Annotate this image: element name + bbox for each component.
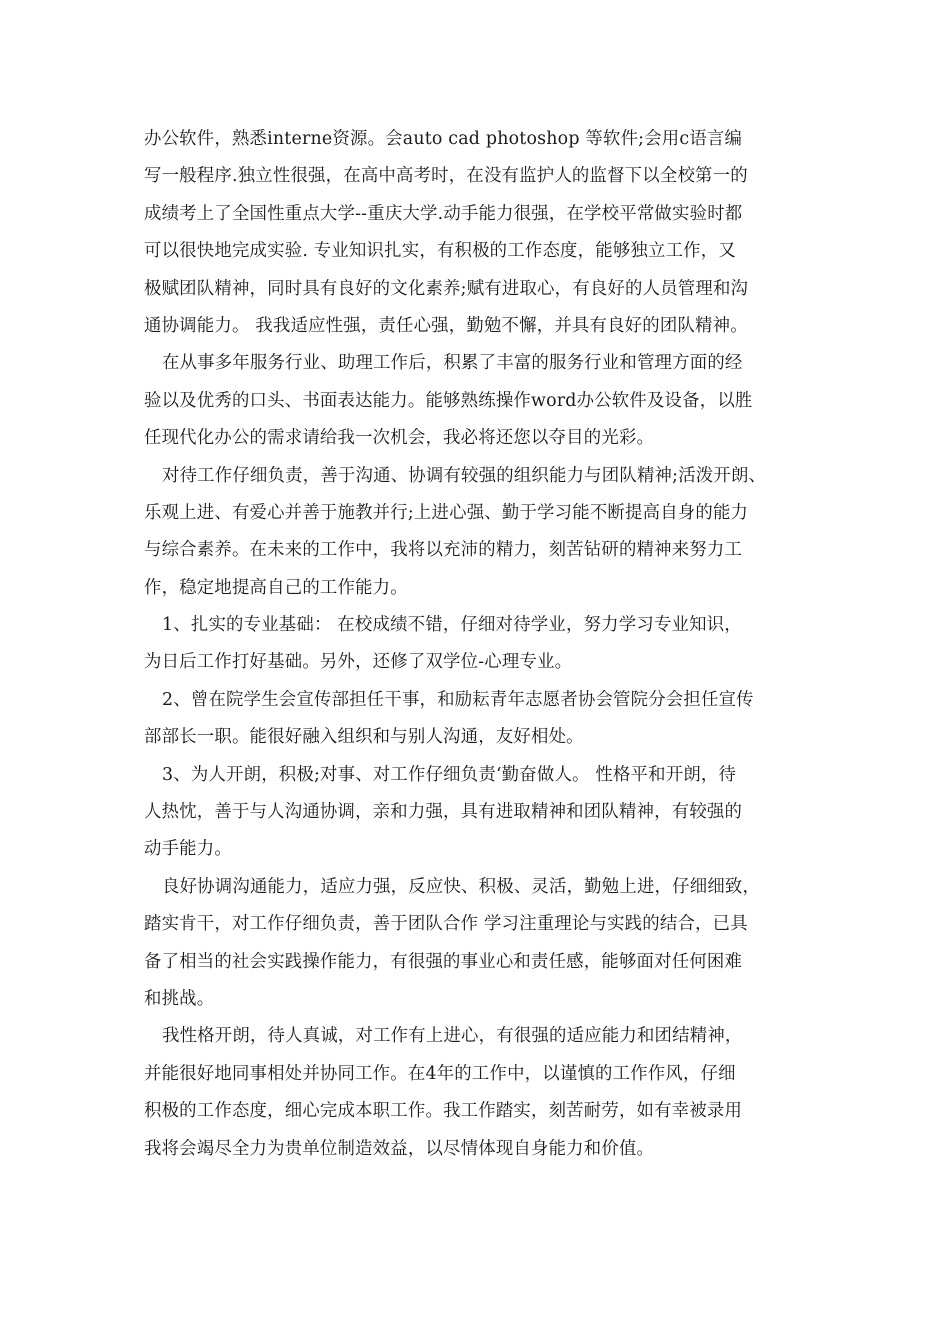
- text-line: 与综合素养。在未来的工作中，我将以充沛的精力，刻苦钻研的精神来努力工: [144, 540, 743, 561]
- text-line: 3、为人开朗，积极;对事、对工作仔细负责‘勤奋做人。 性格平和开朗，待: [162, 764, 737, 785]
- text-line: 和挑战。: [144, 988, 215, 1009]
- text-line: 1、扎实的专业基础： 在校成绩不错，仔细对待学业，努力学习专业知识，: [162, 615, 742, 636]
- text-line: 成绩考上了全国性重点大学--重庆大学.动手能力很强，在学校平常做实验时都: [144, 203, 743, 224]
- document-body: [144, 121, 814, 1168]
- text-line: 动手能力。: [144, 839, 232, 860]
- text-line: 写一般程序.独立性很强，在高中高考时，在没有监护人的监督下以全校第一的: [144, 166, 748, 187]
- text-line: 并能很好地同事相处并协同工作。在4年的工作中，以谨慎的工作作风，仔细: [144, 1063, 736, 1084]
- text-line: 踏实肯干，对工作仔细负责，善于团队合作 学习注重理论与实践的结合，已具: [144, 914, 748, 935]
- text-line: 验以及优秀的口头、书面表达能力。能够熟练操作word办公软件及设备，以胜: [144, 390, 753, 411]
- text-line: 极赋团队精神，同时具有良好的文化素养;赋有进取心，有良好的人员管理和沟: [144, 278, 749, 299]
- text-line: 为日后工作打好基础。另外，还修了双学位-心理专业。: [144, 652, 573, 673]
- text-line: 可以很快地完成实验. 专业知识扎实，有积极的工作态度，能够独立工作，又: [144, 241, 736, 262]
- text-line: 在从事多年服务行业、助理工作后，积累了丰富的服务行业和管理方面的经: [162, 353, 743, 374]
- text-line: 办公软件，熟悉interne资源。会auto cad photoshop 等软件;会用c语言编: [144, 129, 743, 149]
- text-line: 作，稳定地提高自己的工作能力。: [144, 577, 408, 598]
- text-line: 我性格开朗，待人真诚，对工作有上进心，有很强的适应能力和团结精神，: [162, 1026, 743, 1047]
- text-line: 良好协调沟通能力，适应力强，反应快、积极、灵活，勤勉上进，仔细细致，: [162, 876, 761, 897]
- text-line: 2、曾在院学生会宣传部担任干事，和励耘青年志愿者协会管院分会担任宣传: [162, 689, 754, 710]
- text-line: 对待工作仔细负责，善于沟通、协调有较强的组织能力与团队精神;活泼开朗、: [162, 465, 767, 486]
- text-line: 任现代化办公的需求请给我一次机会，我必将还您以夺目的光彩。: [144, 428, 655, 449]
- text-line: 乐观上进、有爱心并善于施教并行;上进心强、勤于学习能不断提高自身的能力: [144, 502, 749, 523]
- text-line: 通协调能力。 我我适应性强，责任心强，勤勉不懈，并具有良好的团队精神。: [144, 315, 748, 336]
- text-line: 人热忱，善于与人沟通协调，亲和力强，具有进取精神和团队精神，有较强的: [144, 802, 743, 823]
- text-line: 备了相当的社会实践操作能力，有很强的事业心和责任感，能够面对任何困难: [144, 951, 743, 972]
- text-line: 积极的工作态度，细心完成本职工作。我工作踏实，刻苦耐劳，如有幸被录用: [144, 1101, 743, 1122]
- text-line: 部部长一职。能很好融入组织和与别人沟通，友好相处。: [144, 727, 584, 748]
- text-line: 我将会竭尽全力为贵单位制造效益，以尽情体现自身能力和价值。: [144, 1138, 655, 1159]
